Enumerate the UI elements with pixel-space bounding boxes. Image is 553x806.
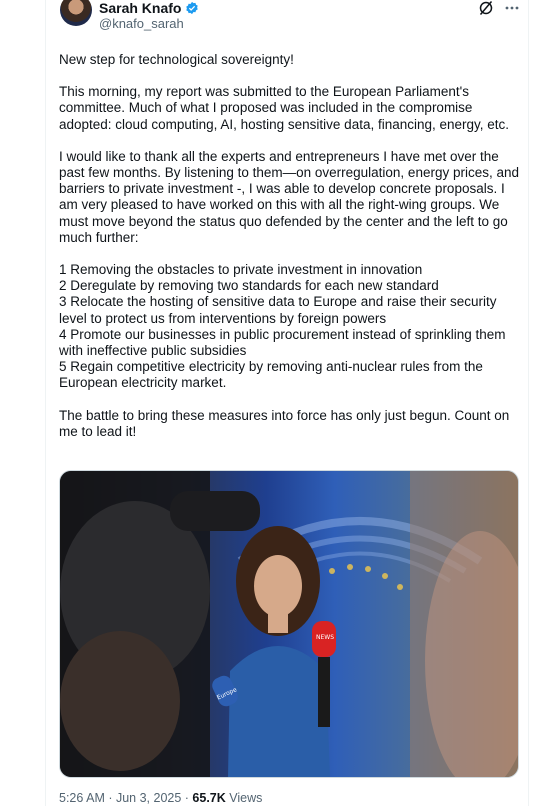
mic-label: Europe: [215, 686, 239, 702]
views-count: 65.7K: [192, 791, 226, 805]
list-item: 4 Promote our businesses in public procurement instead of sprinkling them with ineffective public subsidies: [59, 326, 506, 359]
list-item: 3 Relocate the hosting of sensitive data to Europe and raise their security level to protect us from interventions by foreign powers: [59, 294, 497, 326]
verified-badge-icon: [185, 1, 199, 15]
tweet-paragraph: New step for technological sovereignty!: [59, 52, 294, 67]
grok-icon[interactable]: [478, 0, 494, 16]
mic-label: NEWS: [316, 634, 335, 641]
tweet-timestamp[interactable]: 5:26 AM · Jun 3, 2025 ·: [59, 791, 193, 805]
tweet-header: [60, 0, 520, 36]
author-name[interactable]: Sarah Knafo: [99, 0, 182, 16]
tweet-paragraph: I would like to thank all the experts and entrepreneurs I have met over the past few months. By listening to them—on overregulation, energy prices, and barriers to private investment -, I was able to develop concrete proposals. I am very pleased to have worked on this with all the right-wing groups. We must move beyond the status quo defended by the center and the left to go much further:: [59, 148, 519, 245]
tweet-paragraph: This morning, my report was submitted to the European Parliament's committee. Much of what I proposed was included in the compromise adopted: cloud computing, AI, hosting sensitive data, financing, energy, etc.: [59, 84, 510, 132]
tweet-meta: [59, 790, 262, 806]
avatar[interactable]: [60, 0, 92, 26]
author-handle[interactable]: @knafo_sarah: [99, 16, 184, 31]
tweet-paragraph: The battle to bring these measures into force has only just begun. Count on me to lead it!: [59, 407, 510, 439]
tweet-text: [59, 52, 521, 440]
list-item: 1 Removing the obstacles to private investment in innovation: [59, 262, 423, 278]
tweet-photo[interactable]: [59, 470, 519, 778]
views-label: Views: [225, 791, 263, 805]
tweet-card: [45, 0, 529, 806]
list-item: 2 Deregulate by removing two standards for each new standard: [59, 278, 439, 294]
header-actions: [478, 0, 520, 16]
author-name-row: [99, 0, 199, 16]
more-icon[interactable]: [504, 0, 520, 16]
list-item: 5 Regain competitive electricity by removing anti-nuclear rules from the European electricity market.: [59, 359, 483, 391]
